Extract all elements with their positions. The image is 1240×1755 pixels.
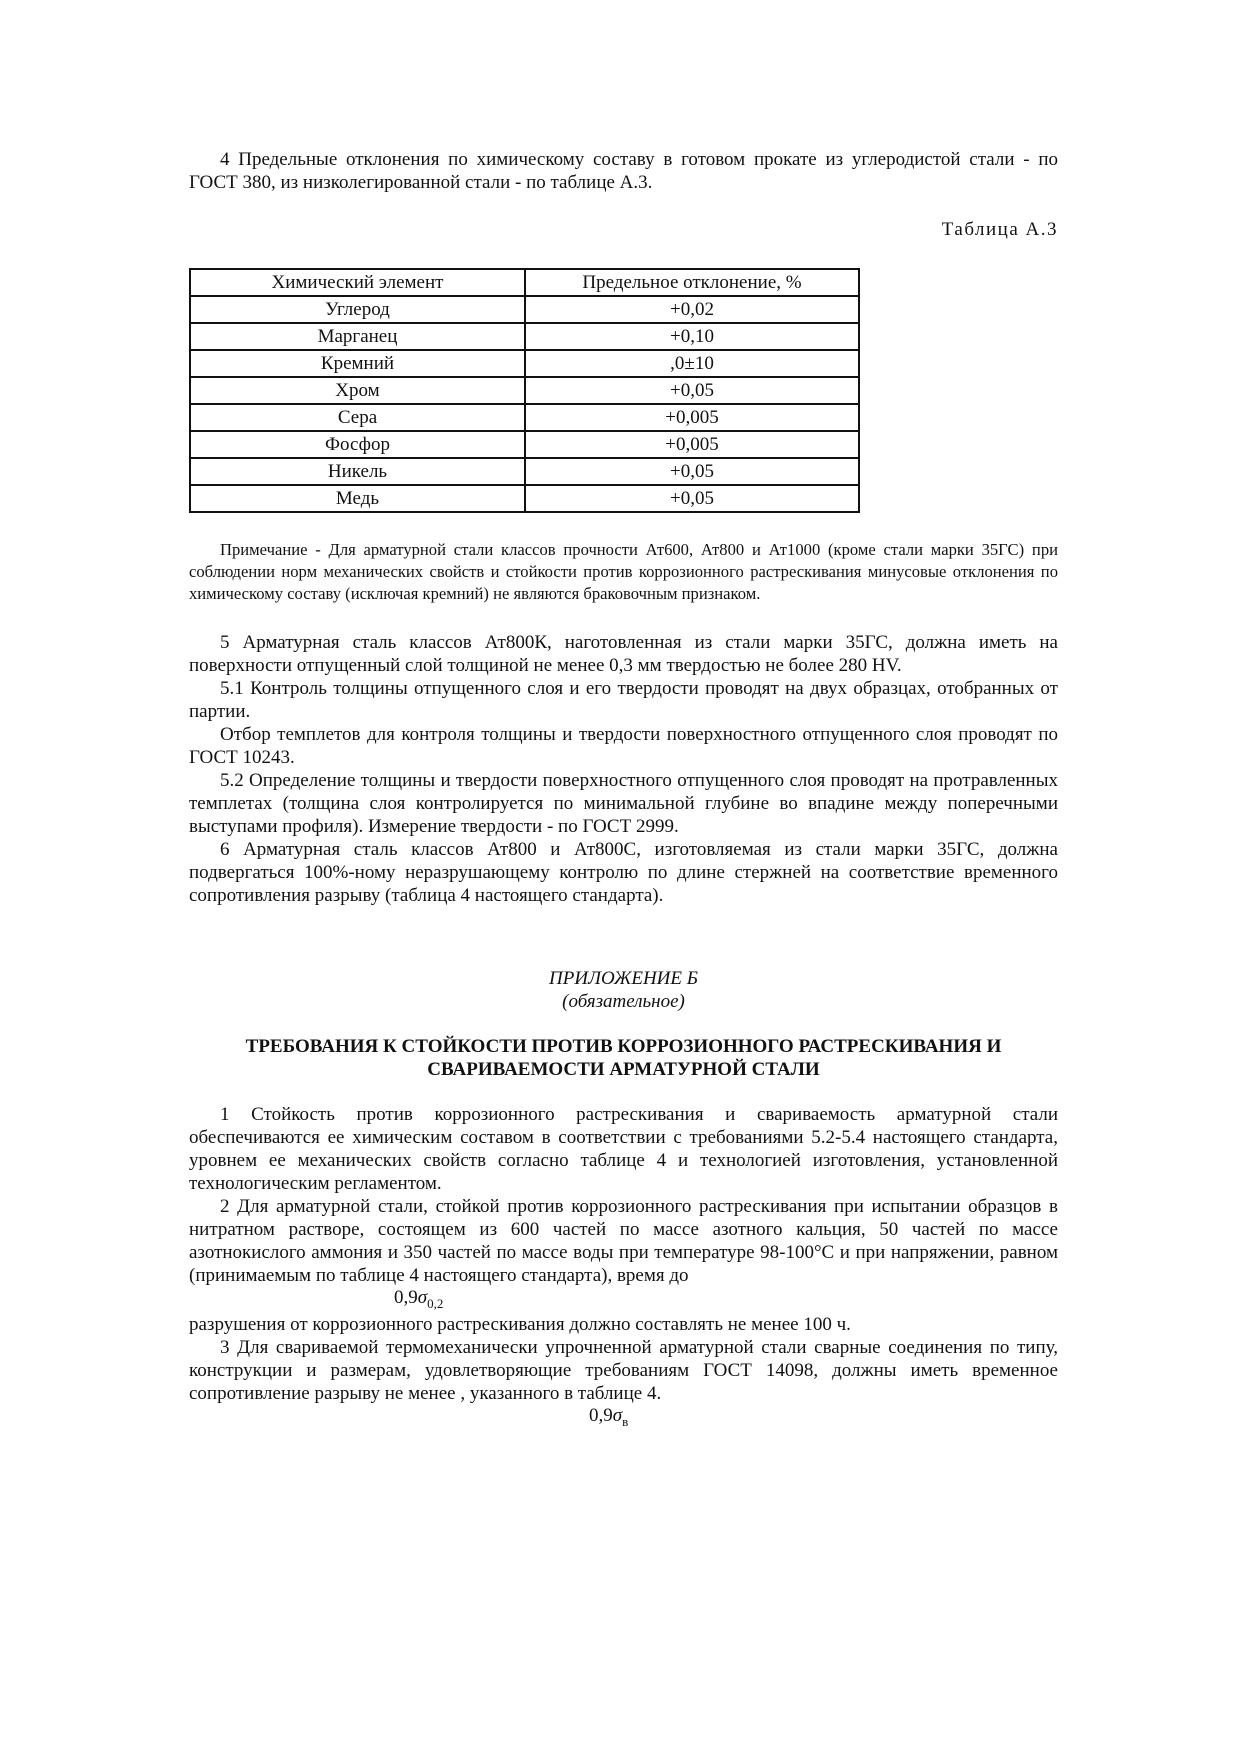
paragraph-b1: 1 Стойкость против коррозионного растрескивания и свариваемость арматурной стали обеспечиваются ее химическим составом в соответствии с требованиями 5.2-5.4 настоящего стандарта, уровнем ее механических свойств согласно таблице 4 и технологией изготовления, установленной технологическим регламентом. xyxy=(189,1104,1058,1194)
sigma-symbol: σ xyxy=(417,1287,428,1308)
paragraph-5-1: 5.1 Контроль толщины отпущенного слоя и его твердости проводят на двух образцах, отобранных от партии. xyxy=(189,678,1058,722)
deviation-cell: +0,02 xyxy=(525,296,859,323)
element-cell: Кремний xyxy=(190,350,525,377)
appendix-title: ПРИЛОЖЕНИЕ Б xyxy=(549,968,698,989)
deviation-cell: ,0±10 xyxy=(525,350,859,377)
formula-coef: 0,9 xyxy=(394,1287,418,1308)
document-page xyxy=(189,148,1058,1431)
paragraph-5: 5 Арматурная сталь классов Ат800К, наготовленная из стали марки 35ГС, должна иметь на поверхности отпущенный слой толщиной не менее 0,3 мм твердостью не более 280 HV. xyxy=(189,632,1058,676)
table-row xyxy=(190,296,859,323)
paragraph-5-1-b: Отбор темплетов для контроля толщины и твердости поверхностного отпущенного слоя проводят по ГОСТ 10243. xyxy=(189,724,1058,768)
deviation-cell: +0,005 xyxy=(525,404,859,431)
element-cell: Медь xyxy=(190,485,525,512)
deviation-cell: +0,05 xyxy=(525,458,859,485)
formula-subscript: в xyxy=(622,1413,629,1429)
table-caption: Таблица А.3 xyxy=(941,219,1058,240)
sigma-symbol: σ xyxy=(612,1405,623,1426)
deviation-cell: +0,05 xyxy=(525,485,859,512)
table-row xyxy=(190,377,859,404)
paragraph-6: 6 Арматурная сталь классов Ат800 и Ат800С, изготовляемая из стали марки 35ГС, должна подвергаться 100%-ному неразрушающему контролю по длине стержней на соответствие временного сопротивления разрыву (таблица 4 настоящего стандарта). xyxy=(189,839,1058,906)
table-row xyxy=(190,431,859,458)
element-cell: Сера xyxy=(190,404,525,431)
table-row xyxy=(190,323,859,350)
deviation-cell: +0,10 xyxy=(525,323,859,350)
element-cell: Хром xyxy=(190,377,525,404)
paragraph-b2-end: разрушения от коррозионного растрескивания должно составлять не менее 100 ч. xyxy=(189,1314,851,1335)
appendix-heading: ТРЕБОВАНИЯ К СТОЙКОСТИ ПРОТИВ КОРРОЗИОННОГО РАСТРЕСКИВАНИЯ И СВАРИВАЕМОСТИ АРМАТУРНОЙ СТАЛИ xyxy=(245,1036,1002,1080)
element-cell: Фосфор xyxy=(190,431,525,458)
deviation-cell: +0,05 xyxy=(525,377,859,404)
appendix-subtitle: (обязательное) xyxy=(562,991,685,1012)
formula-sigma-v xyxy=(189,1405,1058,1431)
paragraph-5-2: 5.2 Определение толщины и твердости поверхностного отпущенного слоя проводят на протравленных темплетах (толщина слоя контролируется по минимальной глубине во впадине между поперечными выступами профиля). Измерение твердости - по ГОСТ 2999. xyxy=(189,770,1058,837)
formula-coef: 0,9 xyxy=(589,1405,613,1426)
table-header-cell: Химический элемент xyxy=(190,269,525,296)
element-cell: Никель xyxy=(190,458,525,485)
table-note: Примечание - Для арматурной стали классов прочности Ат600, Ат800 и Ат1000 (кроме стали марки 35ГС) при соблюдении норм механических свойств и стойкости против коррозионного растрескивания минусовые отклонения по химическому составу (исключая кремний) не являются браковочным признаком. xyxy=(189,540,1058,603)
formula-sigma-02 xyxy=(189,1287,1058,1313)
table-row xyxy=(190,458,859,485)
table-row xyxy=(190,404,859,431)
appendix-body xyxy=(189,1103,1058,1431)
deviation-table xyxy=(189,268,860,513)
table-row xyxy=(190,350,859,377)
section-5-6 xyxy=(189,631,1058,907)
paragraph-b3: 3 Для свариваемой термомеханически упрочненной арматурной стали сварные соединения по типу, конструкции и размерам, удовлетворяющие требованиям ГОСТ 14098, должны иметь временное сопротивление разрыву не менее , указанного в таблице 4. xyxy=(189,1337,1058,1404)
table-row xyxy=(190,485,859,512)
deviation-cell: +0,005 xyxy=(525,431,859,458)
table-header-cell: Предельное отклонение, % xyxy=(525,269,859,296)
formula-subscript: 0,2 xyxy=(427,1295,444,1311)
paragraph-4: 4 Предельные отклонения по химическому составу в готовом прокате из углеродистой стали - по ГОСТ 380, из низколегированной стали - по таблице А.3. xyxy=(189,149,1058,193)
paragraph-b2: 2 Для арматурной стали, стойкой против коррозионного растрескивания при испытании образцов в нитратном растворе, состоящем из 600 частей по массе азотного кальция, 50 частей по массе азотнокислого аммония и 350 частей по массе воды при температуре 98-100°С и при напряжении, равном (принимаемым по таблице 4 настоящего стандарта), время до xyxy=(189,1196,1058,1286)
element-cell: Марганец xyxy=(190,323,525,350)
element-cell: Углерод xyxy=(190,296,525,323)
table-header-row xyxy=(190,269,859,296)
